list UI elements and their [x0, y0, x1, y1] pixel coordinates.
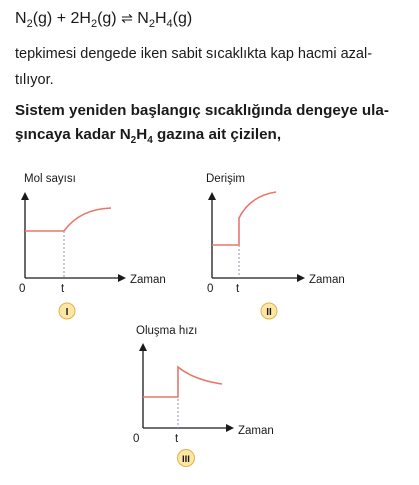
graph-3-origin: 0	[133, 433, 140, 445]
graph-2	[206, 173, 345, 319]
graph-1-tick-t: t	[61, 283, 65, 295]
equation: $N_2(g) + 2H_2(g)$ ⇌ $N_2H_4(g)$	[15, 10, 193, 31]
graph-3	[133, 325, 274, 467]
question-text-line-2: tılıyor.	[15, 72, 54, 88]
graph-1-origin: 0	[19, 283, 26, 295]
graph-2-curve	[212, 192, 276, 245]
graph-2-ylabel: Derişim	[206, 173, 245, 185]
question-text-line-1: tepkimesi dengede iken sabit sıcaklıkta kap hacmi azal-	[15, 46, 373, 62]
graph-2-xlabel: Zaman	[309, 274, 345, 286]
graph-2-origin: 0	[207, 283, 214, 295]
question-prompt-line-2: şıncaya kadar $N_2H_4$ gazına ait çizilen,	[15, 126, 282, 147]
graph-1-badge-label: I	[65, 307, 69, 318]
graph-3-ylabel: Oluşma hızı	[136, 325, 198, 337]
graph-1-curve	[25, 208, 111, 231]
graph-1-xlabel: Zaman	[130, 274, 166, 286]
graph-3-curve	[143, 367, 222, 397]
graph-3-badge-label: III	[182, 454, 190, 465]
graph-1	[19, 173, 166, 319]
graph-1-ylabel: Mol sayısı	[24, 173, 76, 185]
question-prompt-line-1: Sistem yeniden başlangıç sıcaklığında dengeye ula-	[15, 102, 389, 119]
equilibrium-arrow: ⇌	[121, 10, 133, 26]
graph-3-xlabel: Zaman	[238, 425, 274, 437]
graph-2-tick-t: t	[236, 283, 240, 295]
graph-3-tick-t: t	[175, 433, 179, 445]
graph-2-badge-label: II	[266, 307, 272, 318]
